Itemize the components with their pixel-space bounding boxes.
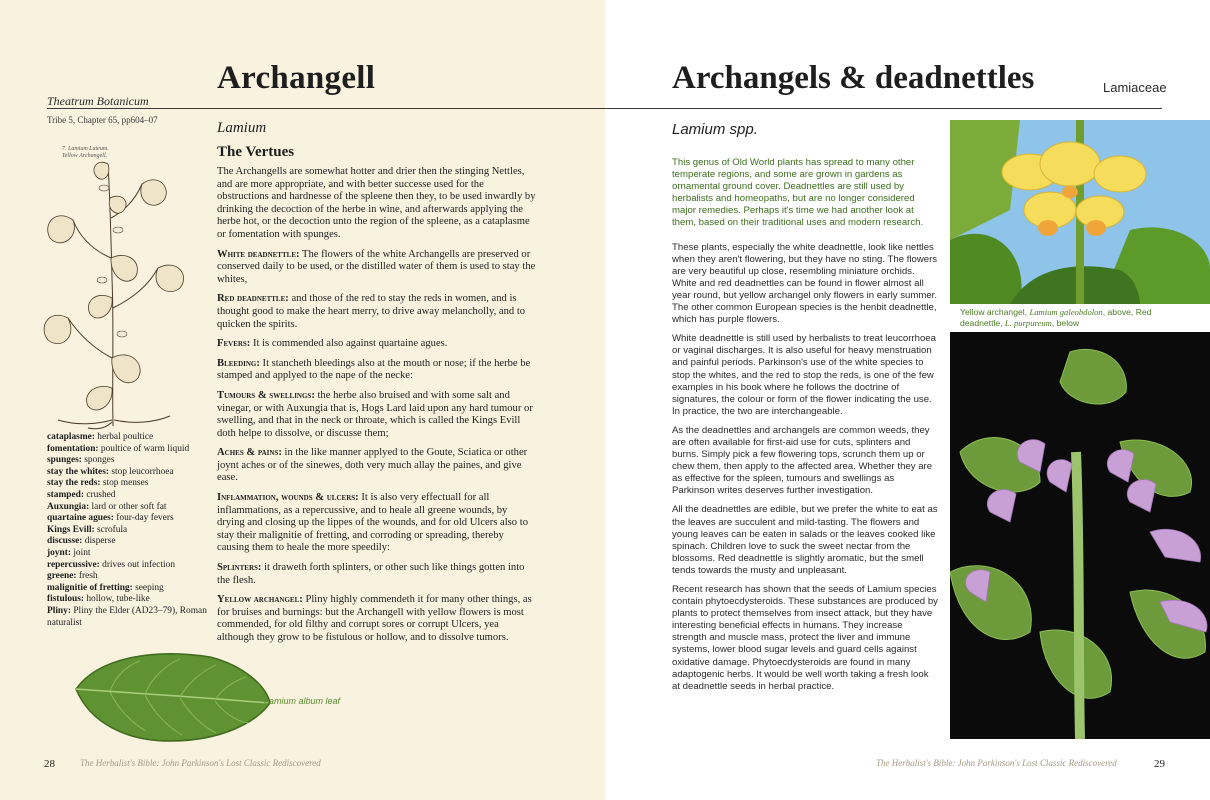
- vertues-intro: The Archangells are somewhat hotter and drier then the stinging Nettles, and are more appropriate, and with better successe used for the obstructions and hardnesse of the spleene then they, to be used inwardly by drinking the decoction of the herbe in wine, and afterwards applying the herbe hot, or the decoction unto the region of the spleene, as a cataplasme or fomentation with spunges.: [217, 166, 536, 240]
- glossary-definition: fresh: [76, 571, 98, 582]
- vertue-text: in the like manner applyed to the Goute, Sciatica or other joynt aches or of the sinewes, doth very much allay the paines, and give ease.: [217, 447, 528, 484]
- vertue-text: and those of the red to stay the reds in women, and is thought good to make the heart merry, to drive away melancholly, and to quicken the spirits.: [217, 293, 526, 330]
- vertue-lead: Inflammation, wounds & ulcers:: [217, 492, 359, 504]
- vertue-lead: Red deadnettle:: [217, 293, 289, 305]
- left-main-text: [217, 120, 537, 652]
- glossary-term: repercussive:: [47, 559, 100, 570]
- vertue-paragraph: [217, 562, 537, 587]
- vertue-text: It stancheth bleedings also at the mouth or nose; if the herbe be stamped and applyed to the nape of the necke:: [217, 357, 531, 382]
- running-title-right: The Herbalist's Bible: John Parkinson's Lost Classic Rediscovered: [876, 758, 1117, 768]
- glossary-definition: stop menses: [100, 478, 149, 489]
- glossary-entry: [47, 606, 217, 629]
- page-number-right: 29: [1154, 758, 1165, 770]
- glossary-definition: scrofula: [94, 524, 128, 535]
- glossary-definition: four-day fevers: [113, 513, 174, 524]
- plate-caption-latin: 7. Lamium Luteum.: [62, 146, 109, 152]
- right-body-text: [672, 157, 938, 700]
- glossary-term: fistulous:: [47, 594, 84, 605]
- glossary-entry: [47, 490, 217, 502]
- vertue-paragraph: [217, 492, 537, 555]
- caption-prefix: Yellow archangel,: [960, 307, 1030, 317]
- glossary-definition: joint: [70, 547, 91, 558]
- vertue-lead: Aches & pains:: [217, 447, 282, 459]
- yellow-archangel-photo: [950, 120, 1210, 304]
- vertue-text: it draweth forth splinters, or other such like things gotten into the flesh.: [217, 562, 525, 586]
- glossary-term: greene:: [47, 571, 77, 582]
- vertue-lead: Yellow archangel:: [217, 594, 303, 606]
- body-paragraph: All the deadnettles are edible, but we prefer the white to eat as the leaves are succulent and mild-tasting. The flowers and young leaves can be eaten in salads or the leaves cooked like spinach. Children love to suck the sweet nectar from the blossoms. Red deadnettle is slightly aromatic, but the smell tends towards the musty and unpleasant.: [672, 504, 938, 576]
- glossary-entry: [47, 432, 217, 444]
- glossary-term: cataplasme:: [47, 432, 95, 442]
- vertue-paragraph: [217, 338, 537, 351]
- chapter-reference: Tribe 5, Chapter 65, pp604–07: [47, 115, 158, 125]
- glossary-term: Auxungia:: [47, 501, 90, 512]
- plant-family: Lamiaceae: [1103, 80, 1167, 95]
- vertue-lead: White deadnettle:: [217, 248, 300, 260]
- glossary-term: fomentation:: [47, 443, 99, 454]
- glossary-entry: [47, 513, 217, 525]
- glossary-definition: hollow, tube-like: [84, 594, 150, 605]
- archangel-engraving: [18, 158, 208, 430]
- caption-middle: , above, Red deadnettle,: [960, 307, 1152, 328]
- intro-paragraph: This genus of Old World plants has spread to many other temperate regions, and some are grown in gardens as ornamental ground cover. Deadnettles are still used by herbalists and homeopaths, but are no longer considered major remedies. Perhaps it's time we had another look at them, based on their traditional uses and modern research.: [672, 157, 924, 229]
- vertue-paragraph: [217, 358, 537, 383]
- glossary-entry: [47, 571, 217, 583]
- glossary-term: stamped:: [47, 489, 84, 500]
- glossary-definition: sponges: [81, 455, 115, 466]
- species-subtitle: Lamium spp.: [672, 121, 758, 138]
- glossary-term: stay the whites:: [47, 466, 109, 477]
- vertue-paragraph: [217, 594, 537, 644]
- vertue-lead: Fevers:: [217, 338, 251, 350]
- glossary-definition: lard or other soft fat: [89, 501, 167, 512]
- glossary-term: Kings Evill:: [47, 524, 95, 535]
- vertue-paragraph: [217, 293, 537, 331]
- header-rule: [47, 108, 1162, 109]
- caption-species-yellow: Lamium galeobdolon: [1029, 307, 1103, 317]
- body-paragraphs: [672, 242, 938, 693]
- right-page-title: Archangels & deadnettles: [672, 60, 1035, 96]
- glossary-entry: [47, 594, 217, 606]
- glossary-definition: Pliny the Elder (AD23–79), Roman naturalist: [47, 605, 207, 628]
- red-deadnettle-photo: [950, 332, 1210, 739]
- body-paragraph: As the deadnettles and archangels are common weeds, they are often available for first-aid use for cuts, splinters and burns. Simply pick a few flowering tops, scrunch them up or chew them, then apply to the affected area. Whether they are as effective for the spleen, tumours and swellings as Parkinson writes deserves further investigation.: [672, 424, 933, 497]
- glossary-term: discusse:: [47, 536, 83, 547]
- vertues-list: [217, 249, 537, 645]
- glossary-term: Pliny:: [47, 605, 71, 616]
- glossary-entry: [47, 583, 217, 595]
- glossary-definition: drives out infection: [99, 559, 176, 570]
- body-paragraph: Recent research has shown that the seeds of Lamium species contain phytoecdysteroids. These substances are produced by plants to protect themselves from insect attack, but they have interesting beneficial effects in humans. They increase strength and muscle mass, protect the liver and immune systems, lower blood sugar levels and guard cells against oxidative damage. Phytoecdysteroids are found in many adaptogenic herbs. It would be well worth taking a fresh look at deadnettle seeds in herbal practice.: [672, 584, 938, 692]
- vertue-paragraph: [217, 249, 537, 287]
- glossary-entry: [47, 478, 217, 490]
- glossary-definition: crushed: [83, 489, 116, 500]
- vertue-text: It is commended also against quartaine agues.: [250, 338, 448, 350]
- glossary-entry: [47, 467, 217, 479]
- vertue-text: The flowers of the white Archangells are preserved or conserved daily to be used, or the distilled water of them is used to stay the whites,: [217, 248, 536, 285]
- glossary-definition: herbal poultice: [94, 432, 154, 442]
- glossary-entry: [47, 455, 217, 467]
- vertue-paragraph: [217, 390, 537, 440]
- caption-suffix: , below: [1051, 318, 1080, 328]
- glossary-definition: stop leucorrhoea: [108, 466, 174, 477]
- glossary-definition: poultice of warm liquid: [98, 443, 190, 454]
- body-paragraph: These plants, especially the white deadnettle, look like nettles when they aren't flowering, but they have no sting. The flowers are very beautiful up close, resembling miniature orchids. White and red deadnettles can be found in flower almost all year round, but yellow archangel only flowers in early summer. The other common European species is the henbit deadnettle, which has purple flowers.: [672, 241, 938, 326]
- vertue-lead: Bleeding:: [217, 357, 260, 369]
- vertue-text: It is also very effectuall for all inflammations, as a repercussive, and to heale all greene wounds, by drying and closing up the lippes of the wounds, and for old Ulcers also to stay their malignitie of fretting, and corroding or spreading, thereby causing them to heale the more speedily:: [217, 492, 528, 554]
- glossary-term: joynt:: [47, 547, 71, 558]
- glossary-term: stay the reds:: [47, 478, 101, 489]
- glossary-term: malignitie of fretting:: [47, 582, 133, 593]
- glossary-definition: disperse: [82, 536, 116, 547]
- glossary-entry: [47, 502, 217, 514]
- glossary-entry: [47, 444, 217, 456]
- caption-species-red: L. purpureum: [1004, 318, 1052, 328]
- photo-caption: [960, 307, 1190, 329]
- latin-genus: Lamium: [217, 120, 267, 136]
- glossary: [47, 432, 217, 629]
- plate-caption-english: Yellow Archangell.: [62, 153, 108, 159]
- glossary-term: spunges:: [47, 455, 82, 466]
- section-heading: The Vertues: [217, 144, 295, 160]
- vertue-lead: Splinters:: [217, 562, 262, 574]
- glossary-entry: [47, 560, 217, 572]
- vertue-lead: Tumours & swellings:: [217, 389, 315, 401]
- lamium-album-leaf-image: [70, 645, 275, 745]
- vertue-text: the herbe also bruised and with some salt and vinegar, or with Auxungia that is, Hogs Lard laid upon any hard tumour or swelling, and that in the neck or throate, which is called the Kings Evill doth helpe to dissolve, or discusse them;: [217, 389, 533, 439]
- glossary-entry: [47, 525, 217, 537]
- vertue-paragraph: [217, 447, 537, 485]
- glossary-term: quartaine agues:: [47, 513, 114, 524]
- glossary-entry: [47, 548, 217, 560]
- page-title: Archangell: [217, 60, 376, 96]
- glossary-definition: seeping: [132, 582, 164, 593]
- leaf-caption: Lamium album leaf: [264, 696, 341, 706]
- vertue-text: Pliny highly commendeth it for many other things, as for bruises and burnings: but the Archangell with yellow flowers is most commended, for old filthy and corrupt sores or corrupt Ulcers, yea although they grow to be fistulous or hollow, and to dissolve tumors.: [217, 594, 532, 643]
- running-title-left: The Herbalist's Bible: John Parkinson's Lost Classic Rediscovered: [80, 758, 321, 768]
- body-paragraph: White deadnettle is still used by herbalists to treat leucorrhoea or vaginal discharges. It is also useful for heavy menstruation and painful periods. Parkinson's use of the white species to stop the whites, and the red to stop the reds, is one of the few examples in his book where he follows the doctrine of signatures, the colour or form of the flower indicating the use. In practice, the two are interchangeable.: [672, 333, 936, 417]
- series-title: Theatrum Botanicum: [47, 94, 149, 108]
- page-number-left: 28: [44, 758, 55, 770]
- glossary-entry: [47, 536, 217, 548]
